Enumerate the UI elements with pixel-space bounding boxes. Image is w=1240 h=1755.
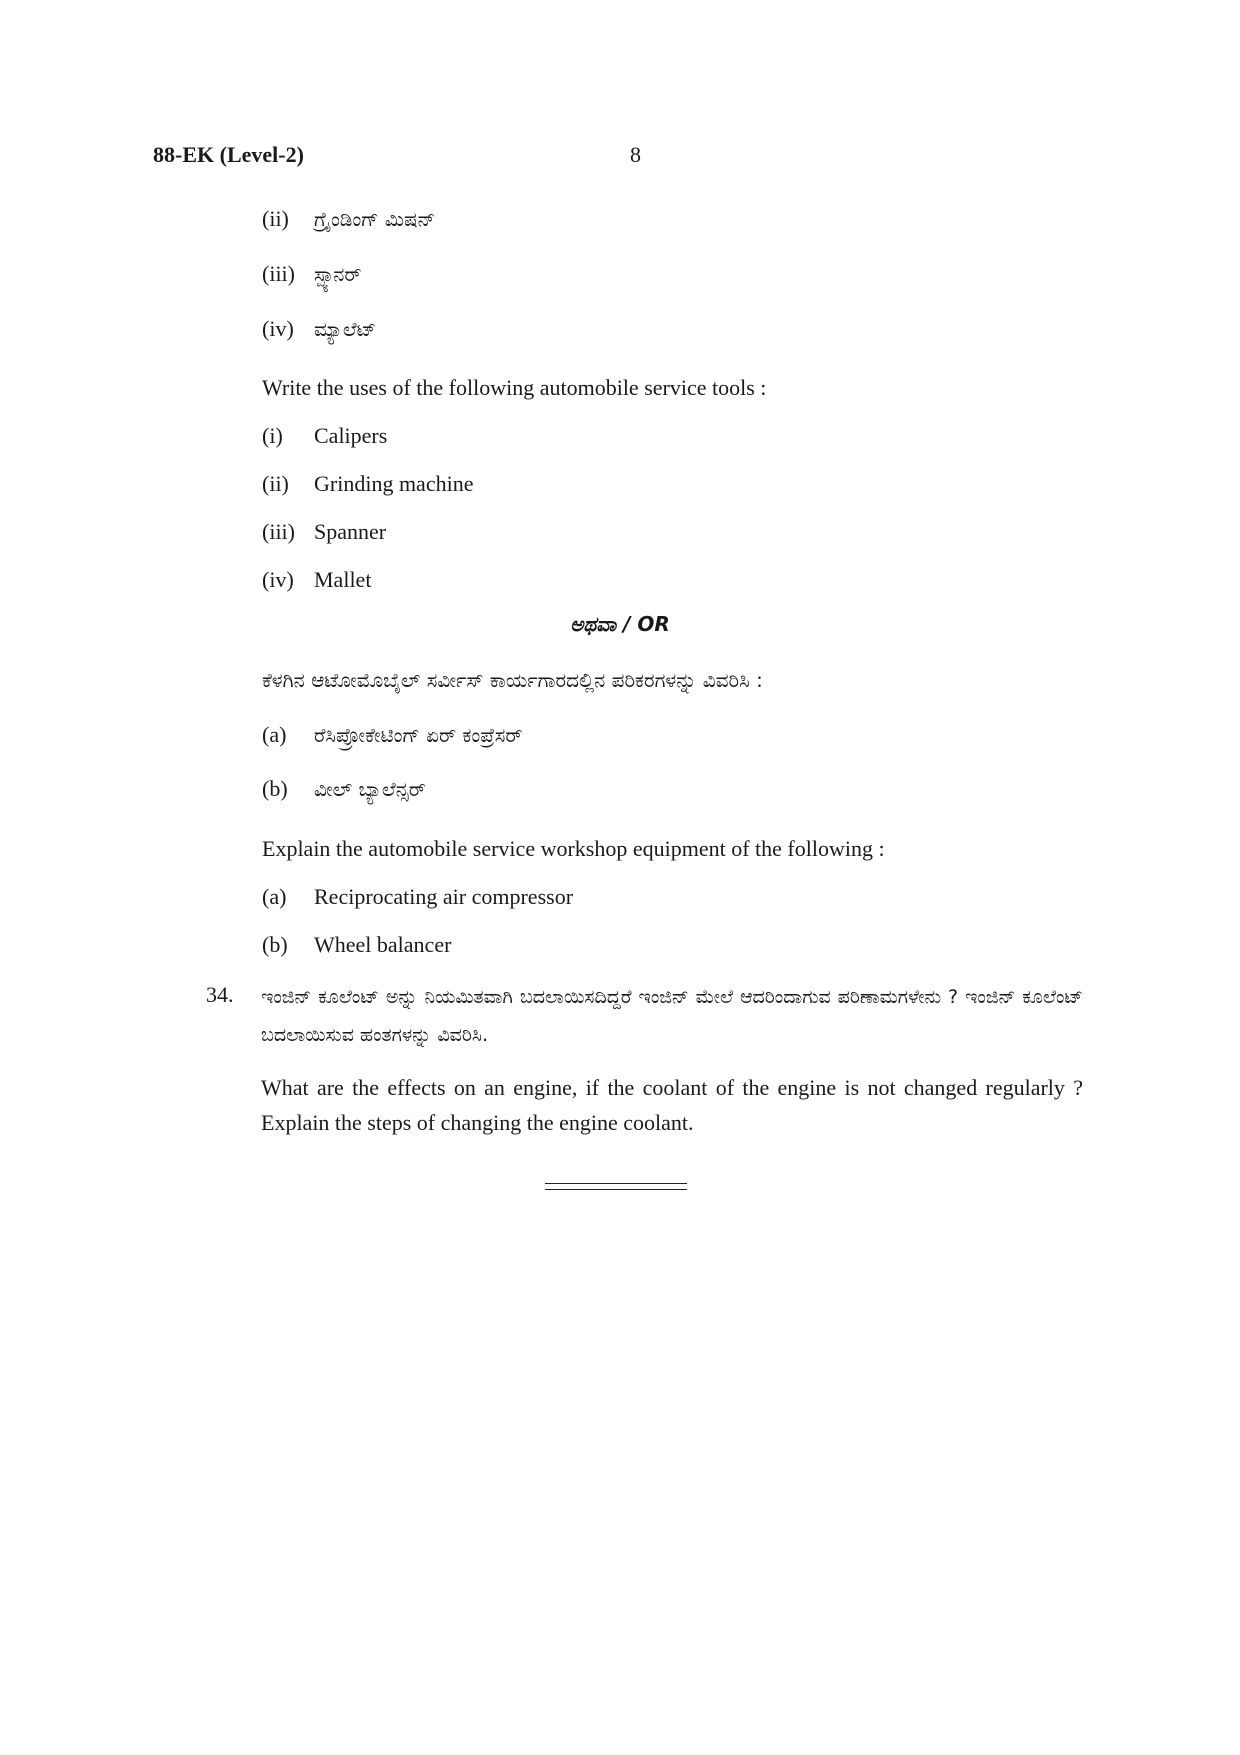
item-text: Spanner xyxy=(314,519,387,544)
item-text: Wheel balancer xyxy=(314,932,452,957)
kannada-equipment-item xyxy=(262,722,522,748)
english-tool-item xyxy=(262,519,386,545)
item-number: (a) xyxy=(262,722,287,747)
english-equipment-item xyxy=(262,884,573,910)
page-number: 8 xyxy=(630,142,641,167)
item-number: (iv) xyxy=(262,567,294,592)
or-separator: ಅಥವಾ / OR xyxy=(570,612,670,636)
item-number: (ii) xyxy=(262,206,289,231)
question-equipment-kannada: ಕೆಳಗಿನ ಆಟೋಮೊಬೈಲ್ ಸರ್ವೀಸ್ ಕಾರ್ಯಗಾರದಲ್ಲಿನ ಪರಿಕರಗಳನ್ನು ವಿವರಿಸಿ : xyxy=(262,668,763,692)
question-tools-english: Write the uses of the following automobile service tools : xyxy=(262,375,767,400)
english-tool-item xyxy=(262,567,371,593)
end-rule-top xyxy=(545,1183,687,1184)
item-number: (iv) xyxy=(262,316,294,341)
english-tool-item xyxy=(262,423,387,449)
item-text: ಗ್ರೈಂಡಿಂಗ್ ಮಿಷನ್ xyxy=(314,207,436,231)
english-tool-item xyxy=(262,471,473,497)
item-number: (b) xyxy=(262,776,288,801)
item-number: (b) xyxy=(262,932,288,957)
item-number: (ii) xyxy=(262,471,289,496)
english-equipment-item xyxy=(262,932,451,958)
item-number: (iii) xyxy=(262,261,295,286)
kannada-tool-item xyxy=(262,206,435,232)
item-text: Mallet xyxy=(314,567,372,592)
item-text: ರೆಸಿಪ್ರೋಕೇಟಿಂಗ್ ಏರ್ ಕಂಪ್ರೆಸರ್ xyxy=(314,723,523,747)
kannada-tool-item xyxy=(262,316,376,342)
paper-code: 88-EK (Level-2) xyxy=(153,142,304,167)
end-rule-bottom xyxy=(545,1189,687,1190)
item-number: (iii) xyxy=(262,519,295,544)
question-34-english: What are the effects on an engine, if the coolant of the engine is not changed regularly ? Explain the steps of changing the engine coolant. xyxy=(261,1075,1083,1135)
kannada-tool-item xyxy=(262,261,361,287)
item-text: ಮ್ಯಾಲೆಟ್ xyxy=(314,317,377,341)
item-text: ವೀಲ್ ಬ್ಯಾಲೆನ್ಸರ್ xyxy=(314,777,426,801)
question-34-kannada: ಇಂಜಿನ್ ಕೂಲೆಂಟ್ ಅನ್ನು ನಿಯಮಿತವಾಗಿ ಬದಲಾಯಿಸದಿದ್ದರೆ ಇಂಜಿನ್ ಮೇಲೆ ಆದರಿಂದಾಗುವ ಪರಿಣಾಮಗಳೇನು ? ಇಂಜಿನ್ ಕೂಲೆಂಟ್ ಬದಲಾಯಿಸುವ ಹಂತಗಳನ್ನು ವಿವರಿಸಿ. xyxy=(261,986,1083,1046)
item-number: (a) xyxy=(262,884,287,909)
item-text: Reciprocating air compressor xyxy=(314,884,574,909)
question-number: 34. xyxy=(206,982,234,1007)
item-text: Calipers xyxy=(314,423,388,448)
item-text: Grinding machine xyxy=(314,471,474,496)
kannada-equipment-item xyxy=(262,776,426,802)
item-text: ಸ್ಪ್ಯಾನರ್ xyxy=(314,262,362,286)
question-equipment-english: Explain the automobile service workshop equipment of the following : xyxy=(262,836,885,861)
item-number: (i) xyxy=(262,423,283,448)
